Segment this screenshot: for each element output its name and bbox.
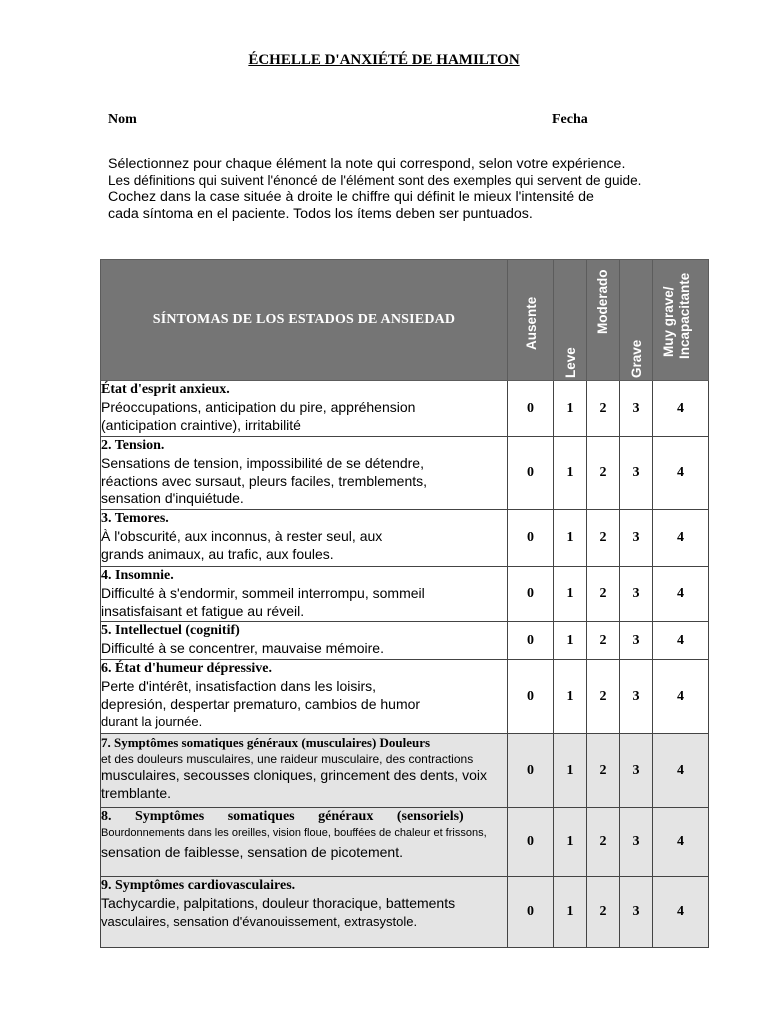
column-header-moderado: Moderado [587, 260, 620, 381]
score-0[interactable]: 0 [508, 381, 554, 437]
score-2[interactable]: 2 [587, 660, 620, 734]
name-field-label: Nom [108, 112, 137, 127]
score-1[interactable]: 1 [554, 381, 587, 437]
item-detail: Difficulté à s'endormir, sommeil interrompu, sommeil [101, 585, 425, 601]
score-1[interactable]: 1 [554, 622, 587, 660]
score-3[interactable]: 3 [620, 660, 653, 734]
item-name: 2. Tension. [101, 438, 165, 453]
item-detail: Bourdonnements dans les oreilles, vision floue, bouffées de chaleur et frissons, [101, 827, 487, 839]
item-detail: sensation d'inquiétude. [101, 490, 244, 506]
page-title: ÉCHELLE D'ANXIÉTÉ DE HAMILTON [248, 52, 520, 68]
score-2[interactable]: 2 [587, 510, 620, 567]
item-detail: Sensations de tension, impossibilité de se détendre, [101, 455, 424, 471]
table-row [101, 660, 709, 734]
item-detail: À l'obscurité, aux inconnus, à rester seul, aux [101, 528, 383, 544]
item-name: 7. Symptômes somatiques généraux (musculaires) Douleurs [101, 735, 431, 750]
score-0[interactable]: 0 [508, 437, 554, 510]
date-field-label: Fecha [552, 112, 588, 127]
item-name: 9. Symptômes cardiovasculaires. [101, 878, 296, 893]
score-3[interactable]: 3 [620, 808, 653, 877]
score-4[interactable]: 4 [653, 437, 709, 510]
item-detail: et des douleurs musculaires, une raideur musculaire, des contractions [101, 752, 474, 766]
item-name: 8. Symptômes somatiques généraux (sensoriels) [101, 809, 464, 824]
item-detail: insatisfaisant et fatigue au réveil. [101, 602, 305, 619]
hamilton-scale-table [100, 259, 709, 948]
item-name: 5. Intellectuel (cognitif) [101, 623, 240, 638]
score-4[interactable]: 4 [653, 622, 709, 660]
score-4[interactable]: 4 [653, 567, 709, 622]
score-4[interactable]: 4 [653, 808, 709, 877]
item-description [101, 734, 508, 808]
item-detail: réactions avec sursaut, pleurs faciles, tremblements, [101, 472, 428, 489]
instruction-line: cada síntoma en el paciente. Todos los ítems deben ser puntuados. [108, 206, 533, 223]
item-description [101, 567, 508, 622]
score-1[interactable]: 1 [554, 567, 587, 622]
item-description [101, 622, 508, 660]
score-1[interactable]: 1 [554, 877, 587, 948]
score-0[interactable]: 0 [508, 660, 554, 734]
item-detail: sensation de faiblesse, sensation de picotement. [101, 844, 403, 860]
score-0[interactable]: 0 [508, 510, 554, 567]
item-detail: Perte d'intérêt, insatisfaction dans les loisirs, [101, 678, 377, 694]
score-4[interactable]: 4 [653, 381, 709, 437]
score-1[interactable]: 1 [554, 510, 587, 567]
table-row [101, 877, 709, 948]
item-description [101, 510, 508, 567]
score-2[interactable]: 2 [587, 437, 620, 510]
table-row [101, 437, 709, 510]
instruction-line: Les définitions qui suivent l'énoncé de l'élément sont des exemples qui servent de guide. [108, 172, 642, 188]
score-4[interactable]: 4 [653, 660, 709, 734]
score-2[interactable]: 2 [587, 877, 620, 948]
score-4[interactable]: 4 [653, 877, 709, 948]
item-detail: Tachycardie, palpitations, douleur thoracique, battements [101, 895, 456, 911]
item-detail: (anticipation craintive), irritabilité [101, 416, 301, 433]
item-description [101, 381, 508, 437]
item-description [101, 660, 508, 734]
score-1[interactable]: 1 [554, 734, 587, 808]
item-detail: grands animaux, au trafic, aux foules. [101, 545, 334, 562]
instruction-line: Sélectionnez pour chaque élément la note qui correspond, selon votre expérience. [108, 156, 626, 172]
score-2[interactable]: 2 [587, 808, 620, 877]
score-2[interactable]: 2 [587, 622, 620, 660]
score-1[interactable]: 1 [554, 660, 587, 734]
score-0[interactable]: 0 [508, 734, 554, 808]
item-detail: tremblante. [101, 784, 172, 801]
item-detail: Difficulté à se concentrer, mauvaise mémoire. [101, 640, 384, 656]
instructions [108, 156, 688, 223]
column-header-ausente: Ausente [508, 260, 554, 381]
table-row [101, 381, 709, 437]
score-3[interactable]: 3 [620, 510, 653, 567]
score-3[interactable]: 3 [620, 622, 653, 660]
table-header-row [101, 260, 709, 381]
item-description [101, 808, 508, 877]
score-0[interactable]: 0 [508, 622, 554, 660]
score-0[interactable]: 0 [508, 567, 554, 622]
table-row [101, 622, 709, 660]
score-2[interactable]: 2 [587, 734, 620, 808]
score-0[interactable]: 0 [508, 808, 554, 877]
score-3[interactable]: 3 [620, 734, 653, 808]
table-row [101, 734, 709, 808]
item-detail: durant la journée. [101, 714, 203, 729]
item-description [101, 877, 508, 948]
score-2[interactable]: 2 [587, 381, 620, 437]
item-name: 3. Temores. [101, 511, 169, 526]
score-0[interactable]: 0 [508, 877, 554, 948]
table-row [101, 808, 709, 877]
item-detail: Préoccupations, anticipation du pire, appréhension [101, 399, 416, 415]
item-detail: vasculaires, sensation d'évanouissement, extrasystole. [101, 913, 418, 929]
item-detail: depresión, despertar prematuro, cambios de humor [101, 695, 421, 712]
table-row [101, 567, 709, 622]
item-name: 4. Insomnie. [101, 568, 174, 583]
item-name: État d'esprit anxieux. [101, 382, 230, 397]
column-header-leve: Leve [554, 260, 587, 381]
item-description [101, 437, 508, 510]
score-3[interactable]: 3 [620, 437, 653, 510]
column-header-grave: Grave [620, 260, 653, 381]
score-4[interactable]: 4 [653, 734, 709, 808]
table-row [101, 510, 709, 567]
score-3[interactable]: 3 [620, 381, 653, 437]
item-detail: musculaires, secousses cloniques, grincement des dents, voix [101, 767, 487, 783]
score-3[interactable]: 3 [620, 567, 653, 622]
item-name: 6. État d'humeur dépressive. [101, 661, 272, 676]
score-2[interactable]: 2 [587, 567, 620, 622]
score-1[interactable]: 1 [554, 437, 587, 510]
instruction-line: Cochez dans la case située à droite le chiffre qui définit le mieux l'intensité de [108, 189, 594, 206]
score-4[interactable]: 4 [653, 510, 709, 567]
column-header-muy-grave: Muy grave/ Incapacitante [653, 260, 709, 381]
score-3[interactable]: 3 [620, 877, 653, 948]
symptoms-column-header: SÍNTOMAS DE LOS ESTADOS DE ANSIEDAD [101, 260, 508, 381]
score-1[interactable]: 1 [554, 808, 587, 877]
